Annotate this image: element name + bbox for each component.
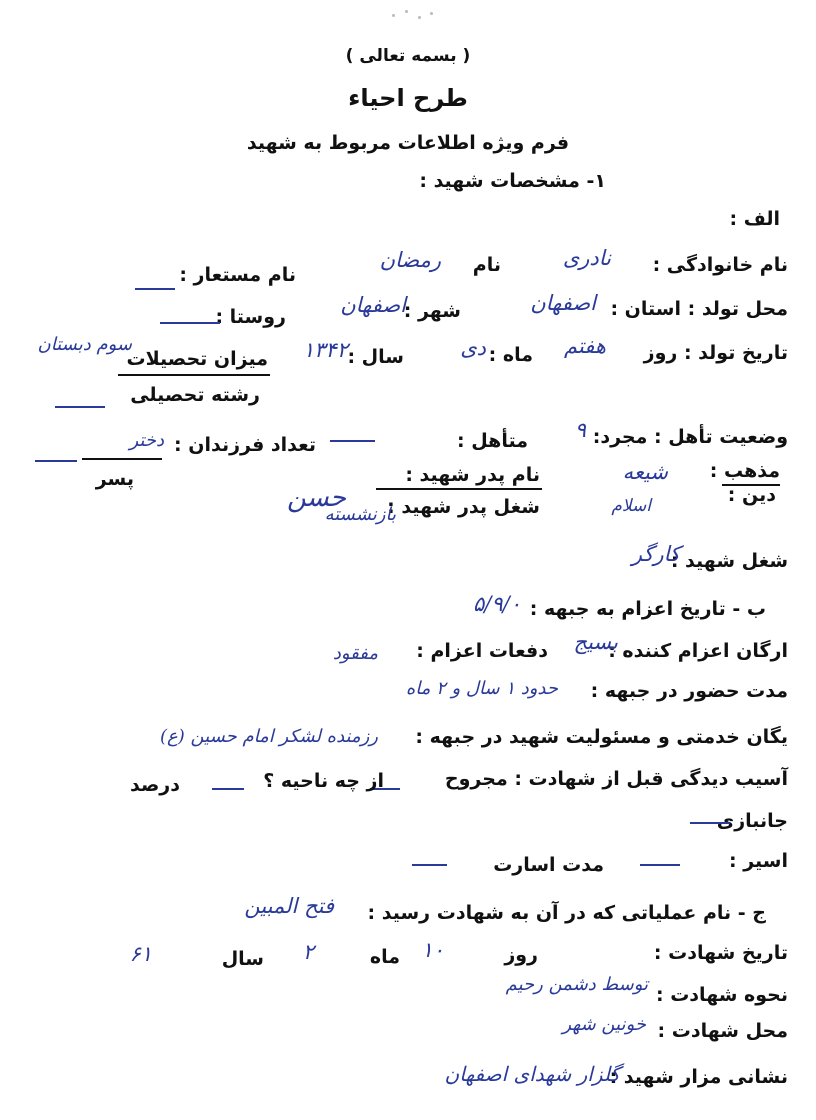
daughter-blank-line	[35, 460, 77, 462]
sect-label: مذهب :	[709, 460, 780, 482]
father-job-value: بازنشسته	[324, 504, 396, 525]
dispatching-organ-value: بسیج	[573, 630, 618, 654]
religion-value: اسلام	[611, 496, 651, 516]
alias-label: نام مستعار :	[179, 264, 296, 286]
first-name-label: نام	[472, 254, 501, 276]
single-blank-line	[330, 440, 375, 442]
father-name-underline	[376, 488, 542, 490]
village-label: روستا :	[215, 306, 286, 328]
operation-value: فتح المبین	[244, 894, 334, 918]
service-unit-label: یگان خدمتی و مسئولیت شهید در جبهه :	[415, 726, 788, 748]
birthdate-label: تاریخ تولد : روز	[643, 342, 788, 364]
injury-label: آسیب دیدگی قبل از شهادت : مجروح	[444, 768, 788, 790]
father-name-value: حسن	[286, 483, 346, 513]
children-count-label: تعداد فرزندان :	[174, 434, 316, 456]
form-title: فرم ویژه اطلاعات مربوط به شهید	[246, 132, 570, 154]
father-job-label: شغل پدر شهید :	[387, 496, 540, 518]
education-value: سوم دبستان	[37, 334, 132, 355]
scan-speck	[392, 14, 395, 17]
front-duration-value: حدود ۱ سال و ۲ ماه	[405, 678, 558, 699]
martyrdom-month-label: ماه	[369, 946, 400, 968]
martyrdom-year-value: ۶۱	[129, 942, 152, 966]
birth-day-value: هفتم	[563, 334, 606, 358]
disability-label: جانبازی	[716, 810, 788, 832]
scan-speck	[430, 12, 433, 15]
martyrdom-month-value: ۲	[302, 940, 314, 964]
service-unit-value: رزمنده لشکر امام حسین (ع)	[159, 726, 378, 747]
field-of-study-label: رشته تحصیلی	[130, 384, 260, 406]
martyrdom-year-label: سال	[221, 948, 264, 970]
marital-status-label: وضعیت تأهل : مجرد:	[592, 426, 788, 448]
family-name-value: نادری	[562, 246, 611, 270]
sect-value: شیعه	[622, 460, 668, 484]
project-title: طرح احیاء	[348, 84, 468, 112]
married-value: ٩	[574, 418, 586, 442]
city-label: شهر :	[403, 300, 461, 322]
birth-month-value: دی	[460, 336, 486, 360]
martyr-job-value: کارگر	[631, 542, 680, 566]
martyrdom-manner-value: توسط دشمن رحیم	[505, 974, 648, 995]
religion-label: دین :	[727, 484, 776, 506]
birth-month-label: ماه :	[488, 344, 533, 366]
dispatch-times-label: دفعات اعزام :	[416, 640, 548, 662]
education-label: میزان تحصیلات	[126, 348, 268, 370]
martyrdom-date-label: تاریخ شهادت :	[653, 942, 788, 964]
province-value: اصفهان	[530, 291, 596, 315]
dispatch-date-label: ب - تاریخ اعزام به جبهه :	[529, 598, 766, 620]
percent-label: درصد	[129, 774, 180, 796]
scan-speck	[405, 10, 408, 13]
captivity-duration-label: مدت اسارت	[493, 854, 604, 876]
front-duration-label: مدت حضور در جبهه :	[590, 680, 788, 702]
first-name-value: رمضان	[379, 248, 441, 272]
village-blank-line	[160, 322, 220, 324]
daughter-label: دختر	[129, 430, 164, 451]
son-label: پسر	[95, 468, 134, 490]
field-blank-line	[55, 406, 105, 408]
captive-label: اسیر :	[729, 850, 788, 872]
captive-blank-line	[640, 864, 680, 866]
grave-address-label: نشانی مزار شهید :	[609, 1066, 788, 1088]
daughter-underline	[82, 458, 162, 460]
martyrdom-place-label: محل شهادت :	[657, 1020, 788, 1042]
education-underline	[118, 374, 270, 376]
martyrdom-day-value: ۱۰	[421, 938, 444, 962]
dispatch-date-value: ۵/۹/۰	[473, 592, 521, 616]
disability-blank-line	[690, 822, 730, 824]
married-label: متأهل :	[457, 430, 528, 452]
bismillah-heading: ( بسمه تعالی )	[345, 46, 471, 66]
birthplace-label: محل تولد : استان :	[610, 298, 788, 320]
alef-label: الف :	[729, 208, 780, 230]
city-value: اصفهان	[340, 293, 406, 317]
injury-area-blank-line	[212, 788, 244, 790]
birth-year-value: ۱۳۴۲	[302, 338, 348, 362]
grave-address-value: گلزار شهدای اصفهان	[444, 1062, 620, 1086]
martyrdom-place-value: خونین شهر	[562, 1014, 646, 1035]
dispatching-organ-label: ارگان اعزام کننده :	[608, 640, 788, 662]
operation-label: ج - نام عملیاتی که در آن به شهادت رسید :	[367, 902, 766, 924]
section-1-title: ١- مشخصات شهید :	[419, 170, 606, 192]
birth-year-label: سال :	[347, 346, 404, 368]
father-name-label: نام پدر شهید :	[405, 464, 540, 486]
injury-area-label: از چه ناحیه ؟	[263, 770, 384, 792]
martyrdom-day-label: روز	[504, 944, 538, 966]
martyrdom-manner-label: نحوه شهادت :	[656, 984, 788, 1006]
martyr-job-label: شغل شهید :	[670, 550, 788, 572]
captivity-blank-line	[412, 864, 447, 866]
family-name-label: نام خانوادگی :	[652, 254, 788, 276]
dispatch-times-value: مفقود	[332, 643, 378, 664]
alias-blank-line	[135, 288, 175, 290]
scan-speck	[418, 16, 421, 19]
